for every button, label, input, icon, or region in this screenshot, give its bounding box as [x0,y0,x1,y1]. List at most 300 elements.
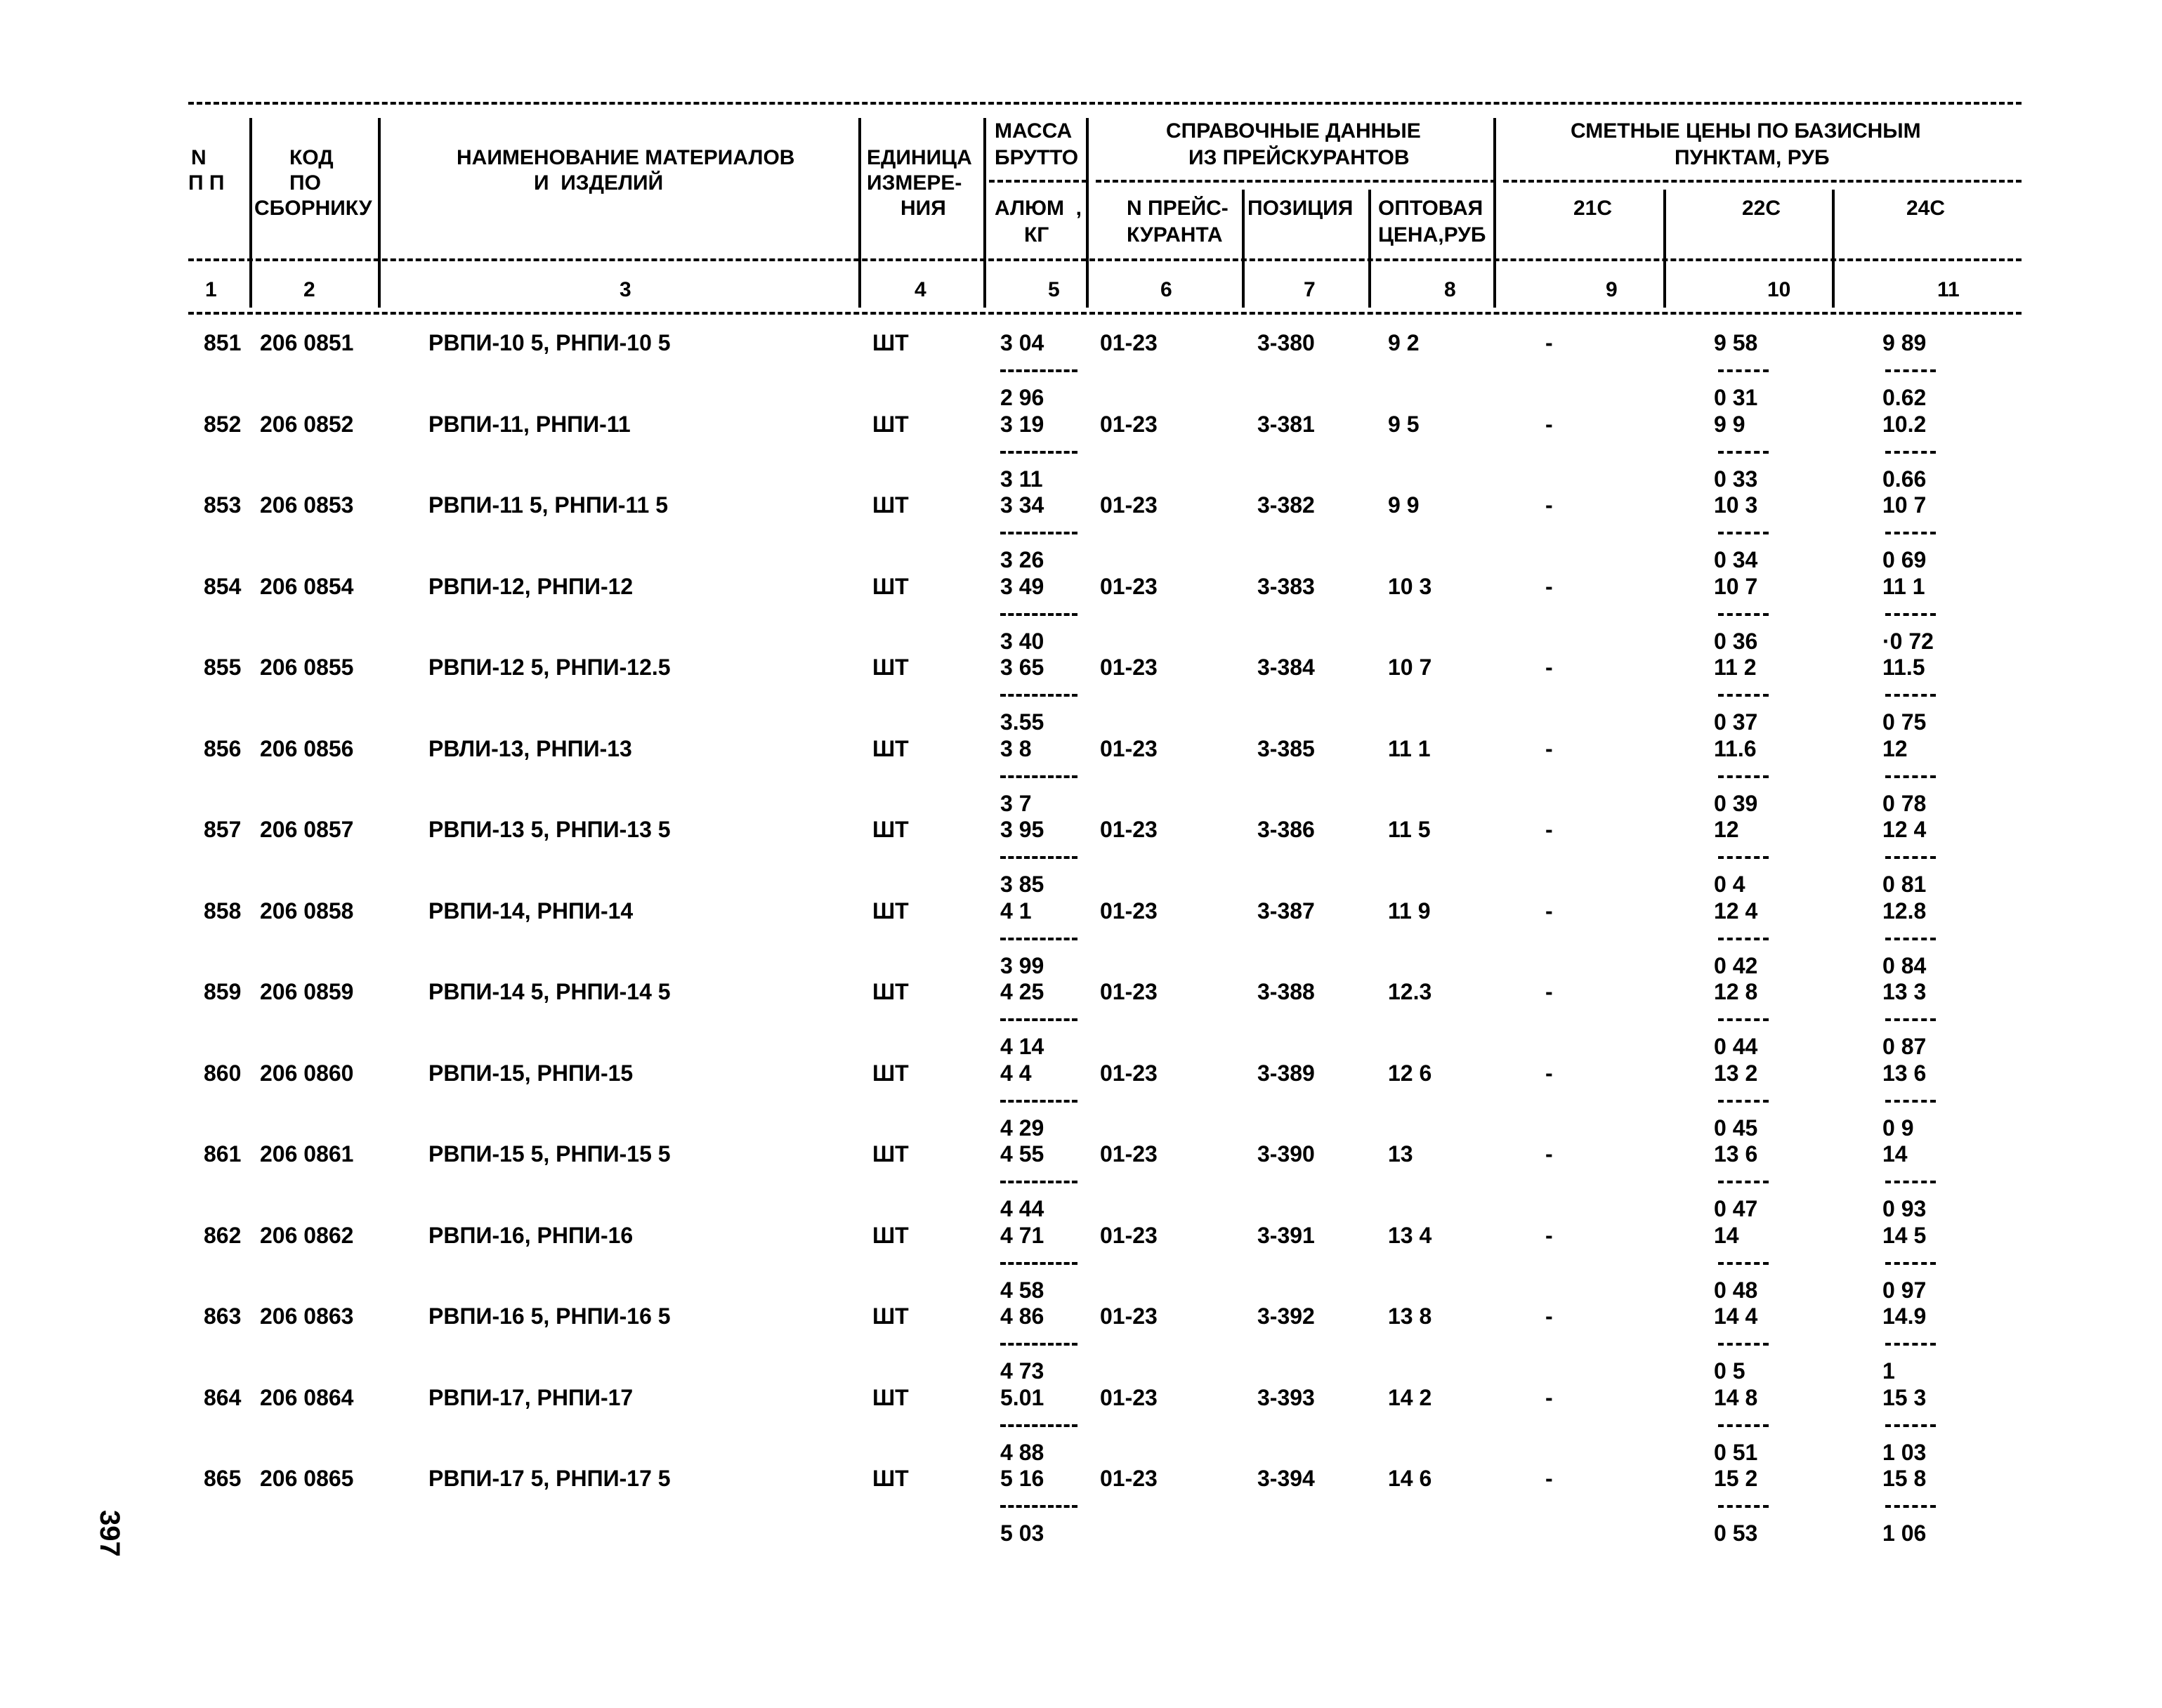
row-mass-top: 3 19 [1000,412,1044,437]
row-num: 859 [204,979,242,1004]
sub-header-rule-prices [1503,180,2022,183]
row-wholesale: 13 8 [1388,1303,1432,1329]
column-number-8: 8 [1444,278,1456,301]
row-c21: - [1545,1303,1553,1329]
row-c24-top: 12 4 [1882,817,1927,842]
fraction-bar [1885,1018,1936,1021]
row-c22-top: 11 2 [1714,655,1757,680]
header-col7-line1: ПОЗИЦИЯ [1247,197,1354,220]
fraction-bar [1718,856,1769,859]
row-mass-bot: 4 73 [1000,1358,1044,1384]
header-col8-line2: ЦЕНА,РУБ [1378,223,1486,247]
row-position: 3-390 [1257,1141,1315,1167]
row-c22-top: 10 3 [1714,492,1758,518]
row-price-list: 01-23 [1100,979,1158,1004]
row-c22-top: 14 4 [1714,1303,1758,1329]
row-mass-bot: 4 58 [1000,1277,1044,1303]
row-name: РВПИ-16, РНПИ-16 [428,1223,634,1248]
row-wholesale: 13 4 [1388,1223,1432,1248]
row-c22-top: 13 2 [1714,1060,1758,1086]
fraction-bar [1885,938,1936,940]
fraction-bar [1718,1262,1769,1265]
column-number-10: 10 [1767,278,1791,301]
column-number-2: 2 [303,278,315,301]
row-c24-bot: 1 [1882,1358,1895,1384]
row-position: 3-393 [1257,1385,1315,1410]
row-num: 861 [204,1141,242,1167]
row-wholesale: 14 2 [1388,1385,1432,1410]
fraction-bar [1000,1181,1077,1183]
row-name: РВПИ-16 5, РНПИ-16 5 [428,1303,671,1329]
row-c22-top: 11.6 [1714,736,1757,761]
fraction-bar [1885,1424,1936,1427]
row-c22-bot: 0 51 [1714,1440,1758,1465]
row-c22-bot: 0 44 [1714,1034,1758,1059]
fraction-bar [1718,1181,1769,1183]
row-num: 852 [204,412,242,437]
row-code: 206 0863 [260,1303,354,1329]
row-c22-top: 10 7 [1714,574,1758,599]
column-number-6: 6 [1160,278,1172,301]
row-position: 3-383 [1257,574,1315,599]
sub-header-rule-mass [989,180,1087,183]
header-ref-group-line2: ИЗ ПРЕЙСКУРАНТОВ [1188,146,1410,169]
fraction-bar [1718,532,1769,534]
fraction-bar [1000,1343,1077,1346]
col-sep-10 [1832,190,1835,308]
column-number-3: 3 [620,278,631,301]
row-c21: - [1545,817,1553,842]
row-c22-bot: 0 48 [1714,1277,1758,1303]
row-position: 3-394 [1257,1466,1315,1491]
row-num: 853 [204,492,242,518]
row-c24-top: 10 7 [1882,492,1927,518]
header-prices-group-line1: СМЕТНЫЕ ЦЕНЫ ПО БАЗИСНЫМ [1571,119,1921,143]
row-c22-bot: 0 47 [1714,1196,1758,1221]
row-mass-bot: 4 29 [1000,1115,1044,1141]
row-c21: - [1545,330,1553,355]
row-c24-bot: 0 9 [1882,1115,1914,1141]
row-c24-bot: 0 78 [1882,791,1927,816]
row-unit: ШТ [872,1303,909,1329]
row-mass-bot: 5 03 [1000,1520,1044,1546]
row-c24-top: 15 8 [1882,1466,1927,1491]
row-name: РВПИ-15, РНПИ-15 [428,1060,634,1086]
row-c24-top: 13 3 [1882,979,1927,1004]
fraction-bar [1718,694,1769,697]
row-name: РВПИ-13 5, РНПИ-13 5 [428,817,671,842]
fraction-bar [1000,532,1077,534]
row-c24-bot: 0.62 [1882,385,1927,410]
row-code: 206 0865 [260,1466,354,1491]
column-number-rule [188,312,2022,315]
fraction-bar [1885,694,1936,697]
row-price-list: 01-23 [1100,1385,1158,1410]
column-number-7: 7 [1304,278,1316,301]
row-name: РВПИ-11, РНПИ-11 [428,412,631,437]
row-c24-top: 12 [1882,736,1908,761]
row-name: РВЛИ-13, РНПИ-13 [428,736,632,761]
fraction-bar [1000,856,1077,859]
header-col5-line5: КГ [1024,223,1049,247]
fraction-bar [1000,694,1077,697]
row-c24-top: 14 [1882,1141,1908,1167]
fraction-bar [1000,1100,1077,1103]
header-col3-line1: НАИМЕНОВАНИЕ МАТЕРИАЛОВ [457,146,795,169]
row-c21: - [1545,1141,1553,1167]
row-mass-bot: 4 44 [1000,1196,1044,1221]
row-mass-bot: 3 7 [1000,791,1032,816]
row-name: РВПИ-11 5, РНПИ-11 5 [428,492,669,518]
row-c21: - [1545,1060,1553,1086]
row-c24-top: 10.2 [1882,412,1927,437]
row-c22-top: 14 [1714,1223,1739,1248]
row-name: РВПИ-14, РНПИ-14 [428,898,634,924]
row-c24-bot: 0.66 [1882,466,1927,492]
header-col1-line2: П П [188,171,225,195]
fraction-bar [1718,1424,1769,1427]
fraction-bar [1718,775,1769,778]
row-num: 860 [204,1060,242,1086]
row-mass-bot: 3 11 [1000,466,1043,492]
row-mass-top: 4 25 [1000,979,1044,1004]
fraction-bar [1000,775,1077,778]
column-number-1: 1 [205,278,217,301]
row-mass-bot: 2 96 [1000,385,1044,410]
row-price-list: 01-23 [1100,736,1158,761]
row-mass-bot: 3.55 [1000,709,1044,735]
row-code: 206 0864 [260,1385,354,1410]
row-wholesale: 9 9 [1388,492,1420,518]
fraction-bar [1000,1262,1077,1265]
header-col6-line2: КУРАНТА [1127,223,1223,247]
row-c21: - [1545,898,1553,924]
row-price-list: 01-23 [1100,412,1158,437]
row-mass-top: 4 4 [1000,1060,1032,1086]
row-wholesale: 11 9 [1388,898,1431,924]
column-number-5: 5 [1048,278,1060,301]
row-c24-top: 12.8 [1882,898,1927,924]
row-mass-top: 3 34 [1000,492,1044,518]
row-wholesale: 9 5 [1388,412,1420,437]
fraction-bar [1885,451,1936,454]
row-position: 3-385 [1257,736,1315,761]
row-c21: - [1545,1466,1553,1491]
row-c22-bot: 0 39 [1714,791,1758,816]
col-sep-6 [1242,190,1245,308]
row-c21: - [1545,1385,1553,1410]
row-wholesale: 13 [1388,1141,1413,1167]
row-code: 206 0858 [260,898,354,924]
col-sep-5 [1086,118,1089,308]
column-number-9: 9 [1606,278,1618,301]
fraction-bar [1718,938,1769,940]
fraction-bar [1000,613,1077,616]
header-col11: 24С [1906,197,1946,220]
row-mass-top: 3 49 [1000,574,1044,599]
fraction-bar [1885,1262,1936,1265]
row-price-list: 01-23 [1100,330,1158,355]
row-c24-bot: 0 93 [1882,1196,1927,1221]
row-num: 858 [204,898,242,924]
row-wholesale: 10 3 [1388,574,1432,599]
row-name: РВПИ-12 5, РНПИ-12.5 [428,655,671,680]
header-col10: 22С [1742,197,1781,220]
header-col2-line3: СБОРНИКУ [254,197,372,220]
header-col4-line1: ЕДИНИЦА [867,146,972,169]
col-sep-2 [378,118,381,308]
fraction-bar [1718,1018,1769,1021]
fraction-bar [1718,1100,1769,1103]
row-c21: - [1545,655,1553,680]
row-unit: ШТ [872,330,909,355]
row-c24-top: 15 3 [1882,1385,1927,1410]
col-sep-4 [983,118,986,308]
row-num: 865 [204,1466,242,1491]
row-num: 851 [204,330,242,355]
row-code: 206 0862 [260,1223,354,1248]
header-col3-line2: И ИЗДЕЛИЙ [534,171,664,195]
row-c21: - [1545,979,1553,1004]
row-name: РВПИ-17, РНПИ-17 [428,1385,634,1410]
row-c22-bot: 0 33 [1714,466,1758,492]
row-price-list: 01-23 [1100,1060,1158,1086]
row-name: РВПИ-17 5, РНПИ-17 5 [428,1466,671,1491]
fraction-bar [1885,369,1936,372]
row-code: 206 0855 [260,655,354,680]
row-position: 3-389 [1257,1060,1315,1086]
col-sep-9 [1663,190,1666,308]
row-name: РВПИ-15 5, РНПИ-15 5 [428,1141,671,1167]
row-c22-top: 9 9 [1714,412,1745,437]
fraction-bar [1718,613,1769,616]
row-mass-bot: 4 14 [1000,1034,1044,1059]
fraction-bar [1000,1424,1077,1427]
row-unit: ШТ [872,979,909,1004]
row-c22-bot: 0 36 [1714,629,1758,654]
row-price-list: 01-23 [1100,1223,1158,1248]
row-num: 855 [204,655,242,680]
header-top-rule [188,102,2022,105]
fraction-bar [1000,1018,1077,1021]
row-c24-bot: 0 87 [1882,1034,1927,1059]
row-position: 3-386 [1257,817,1315,842]
header-col5-line4: АЛЮМ , [995,197,1082,220]
row-c22-top: 15 2 [1714,1466,1758,1491]
row-c22-bot: 0 31 [1714,385,1758,410]
row-mass-bot: 3 26 [1000,547,1044,572]
row-mass-top: 4 86 [1000,1303,1044,1329]
row-num: 854 [204,574,242,599]
header-col2-line2: ПО [289,171,321,195]
sub-header-rule-ref [1096,180,1496,183]
row-unit: ШТ [872,412,909,437]
row-wholesale: 14 6 [1388,1466,1432,1491]
row-position: 3-388 [1257,979,1315,1004]
row-mass-top: 3 8 [1000,736,1032,761]
row-position: 3-382 [1257,492,1315,518]
row-num: 864 [204,1385,242,1410]
col-sep-8 [1493,118,1496,308]
header-bottom-rule [188,258,2022,261]
row-code: 206 0860 [260,1060,354,1086]
header-ref-group-line1: СПРАВОЧНЫЕ ДАННЫЕ [1166,119,1421,143]
row-unit: ШТ [872,1141,909,1167]
row-position: 3-392 [1257,1303,1315,1329]
col-sep-7 [1368,190,1371,308]
row-mass-top: 4 55 [1000,1141,1044,1167]
row-c21: - [1545,412,1553,437]
row-c21: - [1545,492,1553,518]
row-code: 206 0852 [260,412,354,437]
row-c24-top: 14 5 [1882,1223,1927,1248]
fraction-bar [1885,1343,1936,1346]
fraction-bar [1718,1343,1769,1346]
row-price-list: 01-23 [1100,1466,1158,1491]
row-c21: - [1545,1223,1553,1248]
header-col1-line1: N [191,146,207,169]
row-c22-top: 12 [1714,817,1739,842]
row-c24-bot: 0 75 [1882,709,1927,735]
row-unit: ШТ [872,1466,909,1491]
fraction-bar [1885,532,1936,534]
fraction-bar [1000,369,1077,372]
row-code: 206 0861 [260,1141,354,1167]
row-code: 206 0856 [260,736,354,761]
row-unit: ШТ [872,817,909,842]
row-price-list: 01-23 [1100,655,1158,680]
row-price-list: 01-23 [1100,1141,1158,1167]
row-num: 856 [204,736,242,761]
row-c24-top: 13 6 [1882,1060,1927,1086]
row-num: 862 [204,1223,242,1248]
row-unit: ШТ [872,1060,909,1086]
header-col6-line1: N ПРЕЙС- [1127,197,1229,220]
fraction-bar [1718,451,1769,454]
row-code: 206 0854 [260,574,354,599]
row-price-list: 01-23 [1100,1303,1158,1329]
fraction-bar [1885,856,1936,859]
row-price-list: 01-23 [1100,574,1158,599]
row-code: 206 0857 [260,817,354,842]
row-unit: ШТ [872,492,909,518]
row-unit: ШТ [872,1385,909,1410]
fraction-bar [1000,1505,1077,1508]
row-mass-bot: 3 85 [1000,872,1044,897]
row-mass-top: 3 95 [1000,817,1044,842]
fraction-bar [1718,369,1769,372]
header-col5-line2: БРУТТО [995,146,1079,169]
row-position: 3-387 [1257,898,1315,924]
row-c22-top: 12 8 [1714,979,1758,1004]
fraction-bar [1885,1181,1936,1183]
header-col9: 21С [1573,197,1613,220]
row-c24-top: 14.9 [1882,1303,1927,1329]
header-prices-group-line2: ПУНКТАМ, РУБ [1675,146,1830,169]
row-mass-top: 5.01 [1000,1385,1044,1410]
fraction-bar [1000,938,1077,940]
row-c24-bot: 1 06 [1882,1520,1927,1546]
row-wholesale: 10 7 [1388,655,1432,680]
row-wholesale: 11 5 [1388,817,1431,842]
column-number-11: 11 [1937,278,1960,301]
row-name: РВПИ-14 5, РНПИ-14 5 [428,979,671,1004]
row-unit: ШТ [872,655,909,680]
row-mass-top: 4 71 [1000,1223,1044,1248]
row-num: 863 [204,1303,242,1329]
row-c24-bot: 0 84 [1882,953,1927,978]
header-col4-line2: ИЗМЕРЕ- [867,171,962,195]
header-col2-line1: КОД [289,146,334,169]
row-c24-bot: 0 81 [1882,872,1927,897]
row-code: 206 0853 [260,492,354,518]
row-unit: ШТ [872,736,909,761]
row-c24-top: 11 1 [1882,574,1925,599]
row-c22-top: 13 6 [1714,1141,1758,1167]
header-col8-line1: ОПТОВАЯ [1378,197,1483,220]
fraction-bar [1885,775,1936,778]
row-c21: - [1545,736,1553,761]
page-number: 397 [94,1510,125,1557]
row-c24-top: 11.5 [1882,655,1925,680]
row-num: 857 [204,817,242,842]
row-c22-bot: 0 37 [1714,709,1758,735]
fraction-bar [1000,451,1077,454]
row-unit: ШТ [872,574,909,599]
row-price-list: 01-23 [1100,898,1158,924]
row-wholesale: 9 2 [1388,330,1420,355]
row-c22-top: 12 4 [1714,898,1758,924]
row-position: 3-384 [1257,655,1315,680]
row-mass-top: 3 65 [1000,655,1044,680]
row-c22-bot: 0 42 [1714,953,1758,978]
row-c22-bot: 0 53 [1714,1520,1758,1546]
row-mass-bot: 3 99 [1000,953,1044,978]
row-position: 3-380 [1257,330,1315,355]
column-number-4: 4 [915,278,926,301]
row-mass-bot: 3 40 [1000,629,1044,654]
row-name: РВПИ-10 5, РНПИ-10 5 [428,330,671,355]
row-wholesale: 12 6 [1388,1060,1432,1086]
row-price-list: 01-23 [1100,817,1158,842]
row-wholesale: 12.3 [1388,979,1432,1004]
row-mass-top: 3 04 [1000,330,1044,355]
row-code: 206 0859 [260,979,354,1004]
row-c22-bot: 0 34 [1714,547,1758,572]
row-c22-top: 14 8 [1714,1385,1758,1410]
row-mass-bot: 4 88 [1000,1440,1044,1465]
fraction-bar [1885,1505,1936,1508]
row-price-list: 01-23 [1100,492,1158,518]
fraction-bar [1885,1100,1936,1103]
row-mass-top: 4 1 [1000,898,1032,924]
row-c22-bot: 0 4 [1714,872,1745,897]
row-c24-bot: 0 69 [1882,547,1927,572]
header-col4-line3: НИЯ [900,197,946,220]
row-c22-top: 9 58 [1714,330,1758,355]
fraction-bar [1885,613,1936,616]
row-c24-bot: 0 97 [1882,1277,1927,1303]
row-position: 3-381 [1257,412,1315,437]
row-code: 206 0851 [260,330,354,355]
row-c22-bot: 0 45 [1714,1115,1758,1141]
fraction-bar [1718,1505,1769,1508]
row-unit: ШТ [872,898,909,924]
row-c22-bot: 0 5 [1714,1358,1745,1384]
row-name: РВПИ-12, РНПИ-12 [428,574,634,599]
row-wholesale: 11 1 [1388,736,1431,761]
col-sep-1 [249,118,252,308]
